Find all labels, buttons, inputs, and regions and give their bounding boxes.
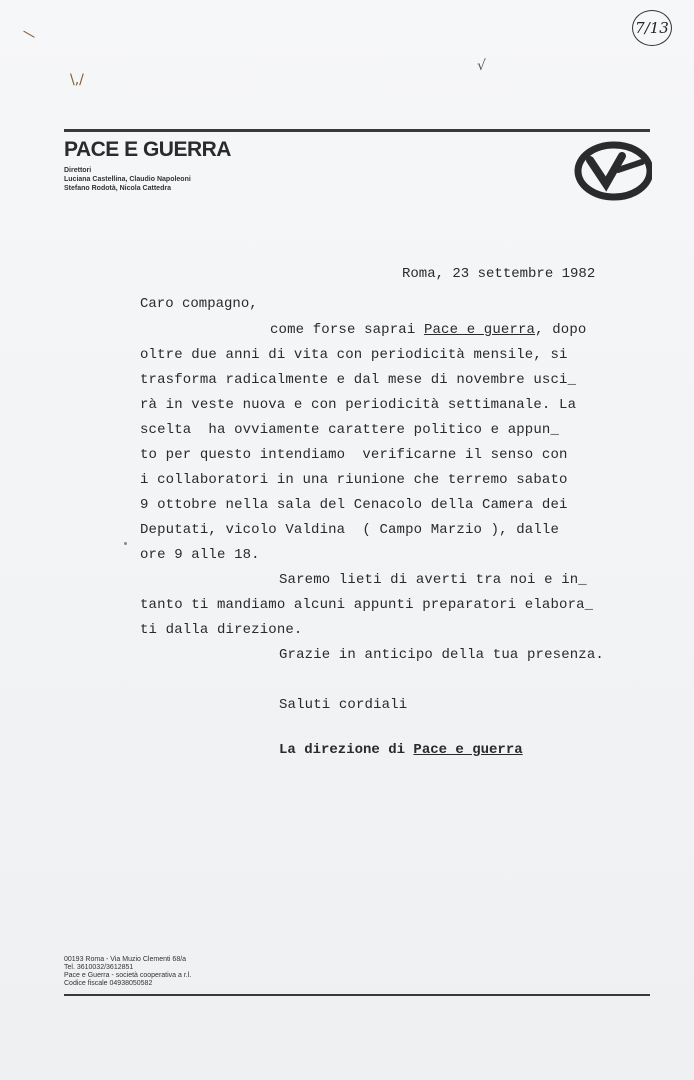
body-line-first: come forse saprai Pace e guerra, dopo xyxy=(270,322,587,338)
magazine-title-ref: Pace e guerra xyxy=(423,322,536,338)
masthead: PACE E GUERRA xyxy=(64,138,231,161)
signature: La direzione di Pace e guerra xyxy=(279,742,523,758)
letter-date: Roma, 23 settembre 1982 xyxy=(402,266,596,282)
directors-line-1: Luciana Castellina, Claudio Napoleoni xyxy=(64,176,191,183)
archive-number-stamp: 7/13 xyxy=(632,10,672,46)
margin-dot xyxy=(124,542,127,545)
body-line: scelta ha ovviamente carattere politico e appun_ xyxy=(140,422,560,438)
footer-divider xyxy=(64,994,650,996)
salutation: Caro compagno, xyxy=(140,296,258,312)
body-line: to per questo intendiamo verificarne il senso con xyxy=(140,447,568,463)
footer-address: 00193 Roma - Via Muzio Clementi 68/a xyxy=(64,956,187,963)
body-line: ore 9 alle 18. xyxy=(140,547,260,563)
body-line: ti dalla direzione. xyxy=(140,622,303,638)
pencil-mark: — xyxy=(18,23,40,45)
body-line: 9 ottobre nella sala del Cenacolo della Camera dei xyxy=(140,497,568,513)
body-line: Deputati, vicolo Valdina ( Campo Marzio ), dalle xyxy=(140,522,560,538)
closing: Saluti cordiali xyxy=(279,697,408,713)
body-line: Saremo lieti di averti tra noi e in_ xyxy=(279,572,587,588)
body-line: rà in veste nuova e con periodicità settimanale. La xyxy=(140,397,577,413)
body-line: tanto ti mandiamo alcuni appunti preparatori elabora_ xyxy=(140,597,594,613)
body-line: Grazie in anticipo della tua presenza. xyxy=(279,647,604,663)
body-line: oltre due anni di vita con periodicità mensile, si xyxy=(140,347,568,363)
footer-phone: Tel. 3610032/3612851 xyxy=(64,964,134,971)
footer-tax-code: Codice fiscale 04938050582 xyxy=(64,980,153,987)
letterhead-divider xyxy=(64,129,650,132)
body-line: i collaboratori in una riunione che terremo sabato xyxy=(140,472,568,488)
directors-label: Direttori xyxy=(64,167,92,174)
check-mark: √ xyxy=(477,58,486,74)
body-line: trasforma radicalmente e dal mese di novembre usci_ xyxy=(140,372,577,388)
footer-company: Pace e Guerra - società cooperativa a r.l. xyxy=(64,972,192,979)
signature-magazine-title: Pace e guerra xyxy=(413,742,523,758)
directors-line-2: Stefano Rodotà, Nicola Cattedra xyxy=(64,185,171,192)
magazine-logo-icon xyxy=(572,140,652,202)
pencil-tick: \,/ xyxy=(70,72,84,88)
